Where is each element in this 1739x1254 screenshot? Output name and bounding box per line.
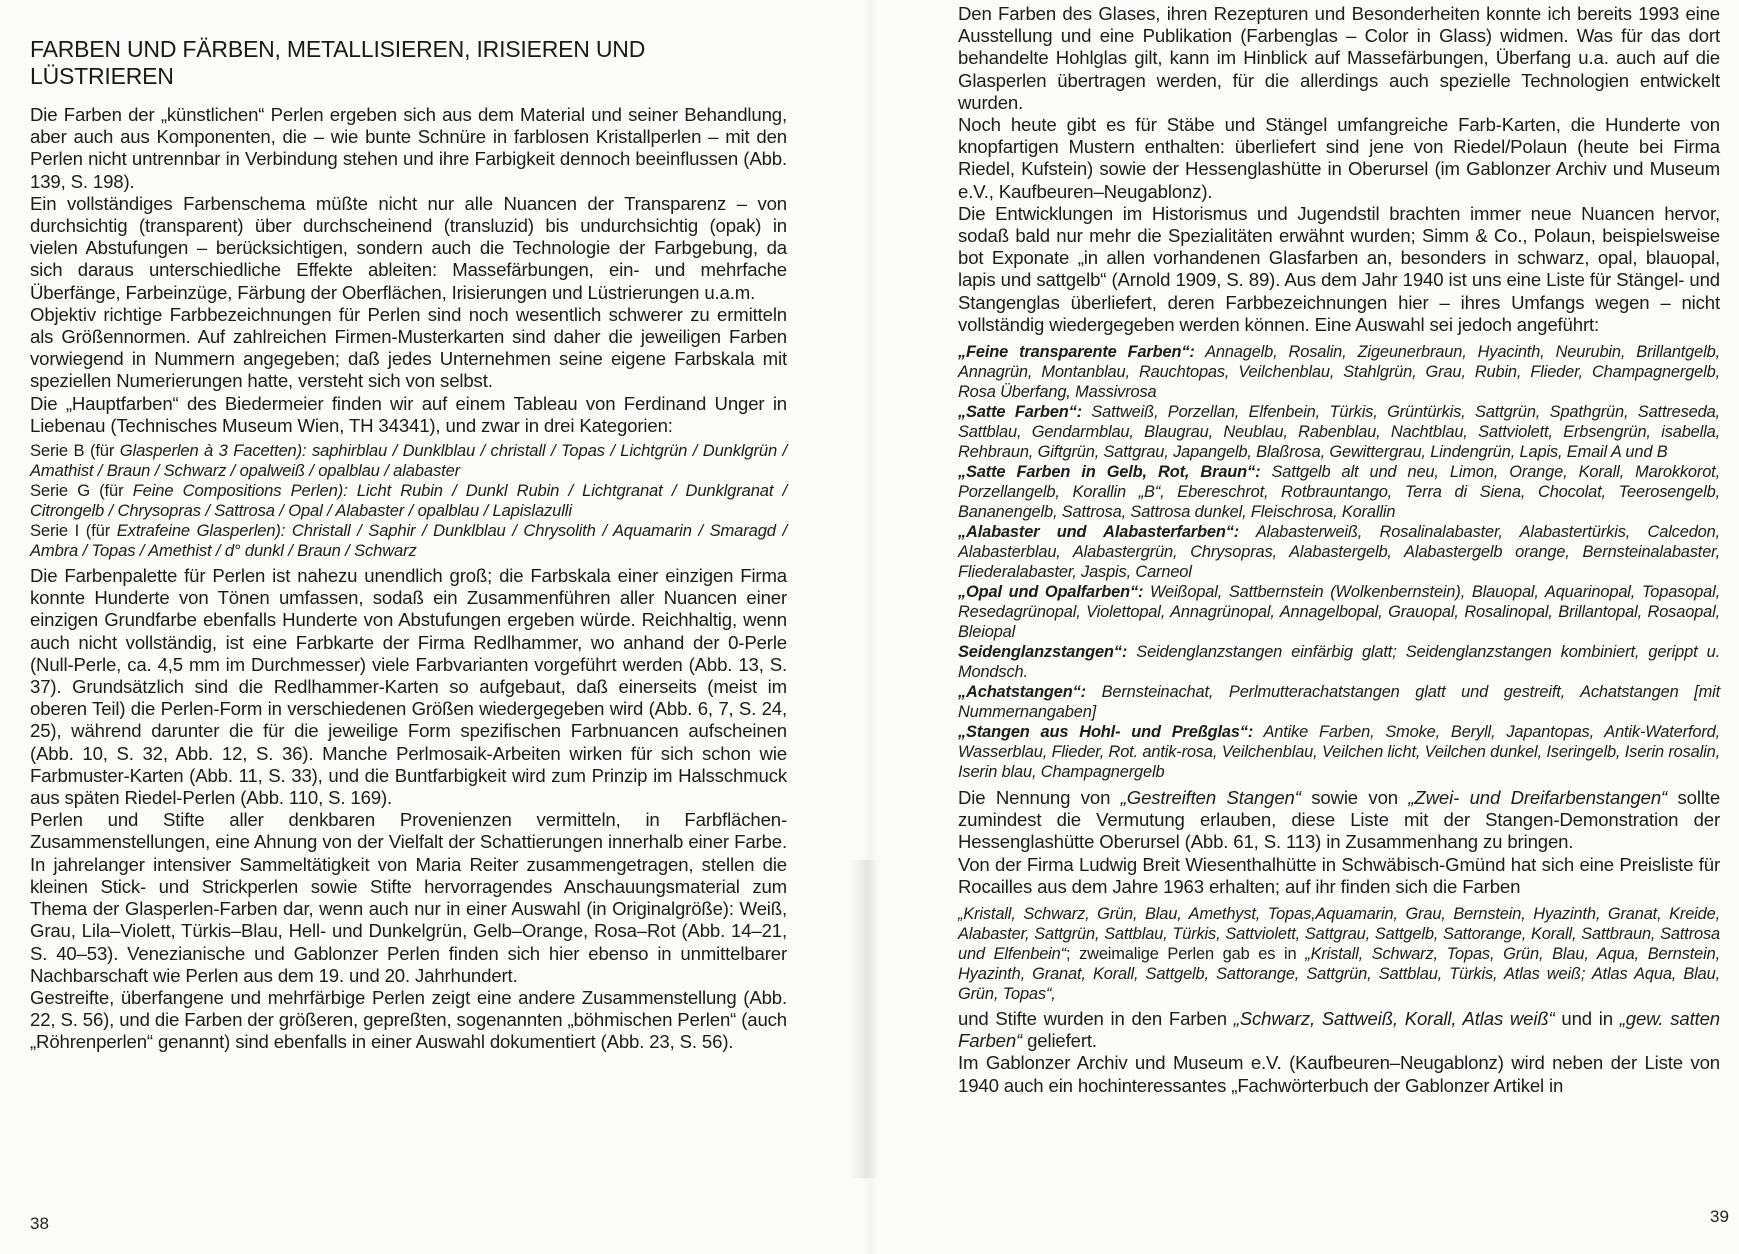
price-list-quote: „Kristall, Schwarz, Grün, Blau, Amethyst, Topas,Aquamarin, Grau, Bernstein, Hyazinth, Granat, Kreide, Alabaster, Sattgrün, Sattblau, Türkis, Sattviolett, Sattgrau, Sattgelb, Sattorange, Korall, Sattbraun, Sattrosa und Elfenbein“; zweimalige Perlen gab es in „Kristall, Schwarz, Topas, Grün, Blau, Aqua, Bernstein, Hyazinth, Granat, Korall, Sattgelb, Sattorange, Sattgrün, Sattblau, Türkis, Atlas weiß; Atlas Aqua, Blau, Grün, Topas“, bbox=[958, 905, 1720, 1004]
paragraph: Die Farben der „künstlichen“ Perlen ergeben sich aus dem Material und seiner Behandlung, aber auch aus Komponenten, die – wie bunte Schnüre in farblosen Kristallperlen – mit den Perlen nicht untrennbar in Verbindung stehen und ihre Farbigkeit dennoch beeinflussen (Abb. 139, S. 198). bbox=[30, 104, 787, 192]
series-list bbox=[30, 441, 787, 561]
series-entry: Serie B (für Glasperlen à 3 Facetten): saphirblau / Dunklblau / christall / Topas / Lichtgrün / Dunklgrün / Amathist / Braun / Schwarz / opalweiß / opalblau / alabaster bbox=[30, 441, 788, 481]
paragraph: Die „Hauptfarben“ des Biedermeier finden wir auf einem Tableau von Ferdinand Unger in Liebenau (Technisches Museum Wien, TH 34341), und zwar in drei Kategorien: bbox=[30, 392, 787, 436]
right-text-column bbox=[958, 3, 1720, 1097]
paragraph: Noch heute gibt es für Stäbe und Stängel umfangreiche Farb-Karten, die Hunderte von knopfartigen Mustern enthalten: überliefert sind jene von Riedel/Polaun (heute bei Firma Riedel, Kufstein) sowie der Hessenglashütte in Oberursel (im Gablonzer Archiv und Museum e.V., Kaufbeuren–Neugablonz). bbox=[958, 114, 1720, 202]
color-category: „Achatstangen“: Bernsteinachat, Perlmutterachatstangen glatt und gestreift, Achatstangen [mit Nummernangaben] bbox=[958, 683, 1720, 722]
right-page bbox=[870, 0, 1739, 1254]
color-category: „Opal und Opalfarben“: Weißopal, Sattbernstein (Wolkenbernstein), Blauopal, Aquarinopal, Topasopal, Resedagrünopal, Violettopal, Annagrünopal, Annagelbopal, Grauopal, Rosalinopal, Brillantopal, Rosaopal, Bleiopal bbox=[958, 583, 1720, 642]
color-category: „Satte Farben in Gelb, Rot, Braun“: Sattgelb alt und neu, Limon, Orange, Korall, Marokkorot, Porzellangelb, Korallin „B“, Ebereschrot, Rotbrauntango, Terra di Siena, Chocolat, Teerosengelb, Bananengelb, Sattrosa, Sattrosa dunkel, Fleischrosa, Korallin bbox=[958, 463, 1720, 522]
series-entry: Serie G (für Feine Compositions Perlen): Licht Rubin / Dunkl Rubin / Lichtgranat / Dunklgranat / Citrongelb / Chrysopras / Sattrosa / Opal / Alabaster / opalblau / Lapislazulli bbox=[30, 481, 787, 521]
page-number-right: 39 bbox=[1710, 1207, 1729, 1226]
color-name-list bbox=[958, 342, 1720, 782]
paragraph: Ein vollständiges Farbenschema müßte nicht nur alle Nuancen der Transparenz – von durchsichtig (transparent) über durchscheinend (transluzid) bis undurchsichtig (opak) in vielen Abstufungen – berücksichtigen, sondern auch die Technologie der Farbgebung, da sich daraus unterschiedliche Effekte ableiten: Massefärbungen, ein- und mehrfache Überfänge, Farbeinzüge, Färbung der Oberflächen, Irisierungen und Lüstrierungen u.a.m. bbox=[30, 192, 787, 303]
series-entry: Serie I (für Extrafeine Glasperlen): Christall / Saphir / Dunklblau / Chrysolith / Aquamarin / Smaragd / Ambra / Topas / Amethist / d° dunkl / Braun / Schwarz bbox=[30, 521, 788, 561]
paragraph: Den Farben des Glases, ihren Rezepturen und Besonderheiten konnte ich bereits 1993 eine Ausstellung und eine Publikation (Farbenglas – Color in Glass) widmen. Was für das dort behandelte Hohlglas gilt, kann im Hinblick auf Massefärbungen, Überfang u.a. auch auf die Glasperlen übertragen werden, für die allerdings auch spezielle Technologien entwickelt wurden. bbox=[958, 3, 1720, 113]
paragraph: Die Entwicklungen im Historismus und Jugendstil brachten immer neue Nuancen hervor, sodaß bald nur mehr die Spezialitäten erwähnt wurden; Simm & Co., Polaun, beispielsweise bot Exponate „in allen vorhandenen Glasfarben an, besonders in schwarz, opal, blauopal, lapis und sattgelb“ (Arnold 1909, S. 89). Aus dem Jahr 1940 ist uns eine Liste für Stängel- und Stangenglas überliefert, deren Farbbezeichnungen hier – ihres Umfangs wegen – nicht vollständig wiedergegeben werden können. Eine Auswahl sei jedoch angeführt: bbox=[958, 202, 1720, 335]
chapter-title: FARBEN UND FÄRBEN, METALLISIEREN, IRISIEREN UND LÜSTRIEREN bbox=[30, 36, 646, 89]
paragraph: Die Farbenpalette für Perlen ist nahezu unendlich groß; die Farbskala einer einzigen Firma konnte Hunderte von Tönen umfassen, sodaß ein Zusammenführen aller Nuancen einer einzigen Grundfarbe ebenfalls Hunderte von Abstufungen ergeben würde. Reichhaltig, wenn auch nicht vollständig, ist eine Farbkarte der Firma Redlhammer, wo anhand der 0-Perle (Null-Perle, ca. 4,5 mm im Durchmesser) viele Farbvarianten vorgeführt werden (Abb. 13, S. 37). Grundsätzlich sind die Redlhammer-Karten so aufgebaut, daß einerseits (meist im oberen Teil) die Perlen-Form in verschiedenen Größen wiedergegeben wird (Abb. 6, 7, S. 24, 25), während darunter die für die jeweilige Form spezifischen Farbnuancen aufscheinen (Abb. 10, S. 32, Abb. 12, S. 36). Manche Perlmosaik-Arbeiten wirken für sich schon wie Farbmuster-Karten (Abb. 11, S. 33), und die Buntfarbigkeit wird zum Prinzip im Halsschmuck aus späten Riedel-Perlen (Abb. 110, S. 169). bbox=[30, 565, 787, 809]
color-category: „Satte Farben“: Sattweiß, Porzellan, Elfenbein, Türkis, Grüntürkis, Sattgrün, Spathgrün, Sattreseda, Sattblau, Gendarmblau, Blaugrau, Neublau, Rabenblau, Nachtblau, Sattviolett, Erbsengrün, isabella, Rehbraun, Giftgrün, Sattgrau, Japangelb, Blaßrosa, Gewittergrau, Lindengrün, Lapis, Email A und B bbox=[958, 403, 1720, 462]
page-number-left: 38 bbox=[30, 1214, 49, 1233]
paragraph: Gestreifte, überfangene und mehrfärbige Perlen zeigt eine andere Zusammenstellung (Abb. 22, S. 56), und die Farben der größeren, gepreßten, sogenannten „böhmischen Perlen“ (auch „Röhrenperlen“ genannt) sind ebenfalls in einer Auswahl dokumentiert (Abb. 23, S. 56). bbox=[30, 986, 787, 1053]
color-category: „Alabaster und Alabasterfarben“: Alabasterweiß, Rosalinalabaster, Alabastertürkis, Calcedon, Alabasterblau, Alabastergrün, Chrysopras, Alabastergelb, Alabastergelb orange, Bernsteinalabaster, Fliederalabaster, Jaspis, Carneol bbox=[958, 523, 1720, 582]
paragraph: Von der Firma Ludwig Breit Wiesenthalhütte in Schwäbisch-Gmünd hat sich eine Preisliste für Rocailles aus dem Jahre 1963 erhalten; auf ihr finden sich die Farben bbox=[958, 853, 1720, 897]
color-category: „Feine transparente Farben“: Annagelb, Rosalin, Zigeunerbraun, Hyacinth, Neurubin, Brillantgelb, Annagrün, Montanblau, Rauchtopas, Veilchenblau, Stahlgrün, Grau, Rubin, Flieder, Champagnergelb, Rosa Überfang, Massivrosa bbox=[958, 343, 1720, 402]
left-text-column bbox=[30, 104, 787, 1054]
color-category: Seidenglanzstangen“: Seidenglanzstangen einfärbig glatt; Seidenglanzstangen kombiniert, gerippt u. Mondsch. bbox=[958, 643, 1720, 682]
paragraph: und Stifte wurden in den Farben „Schwarz, Sattweiß, Korall, Atlas weiß“ und in „gew. satten Farben“ geliefert. bbox=[958, 1008, 1720, 1052]
paragraph: Perlen und Stifte aller denkbaren Provenienzen vermitteln, in Farbflächen-Zusammenstellungen, eine Ahnung von der Vielfalt der Schattierungen innerhalb einer Farbe. In jahrelanger intensiver Sammeltätigkeit von Maria Reiter zusammengetragen, stellen die kleinen Stick- und Strickperlen sowie Stifte hervorragendes Anschauungsmaterial zum Thema der Glasperlen-Farben dar, wenn auch nur in einer Auswahl (in Originalgröße): Weiß, Grau, Lila–Violett, Türkis–Blau, Hell- und Dunkelgrün, Gelb–Orange, Rosa–Rot (Abb. 14–21, S. 40–53). Venezianische und Gablonzer Perlen finden sich hier ebenso in unmittelbarer Nachbarschaft wie Perlen aus dem 19. und 20. Jahrhundert. bbox=[30, 809, 787, 986]
paragraph: Objektiv richtige Farbbezeichnungen für Perlen sind noch wesentlich schwerer zu ermitteln als Größennormen. Auf zahlreichen Firmen-Musterkarten sind daher die jeweiligen Farben vorwiegend in Nummern angegeben; daß jedes Unternehmen seine eigene Farbskala mit speziellen Numerierungen hatte, versteht sich von selbst. bbox=[30, 303, 787, 392]
color-category: „Stangen aus Hohl- und Preßglas“: Antike Farben, Smoke, Beryll, Japantopas, Antik-Waterford, Wasserblau, Flieder, Rot. antik-rosa, Veilchenblau, Veilchen licht, Veilchen dunkel, Iseringelb, Iserin rosalin, Iserin blau, Champagnergelb bbox=[958, 723, 1720, 782]
paragraph: Die Nennung von „Gestreiften Stangen“ sowie von „Zwei- und Dreifarbenstangen“ sollte zumindest die Vermutung erlauben, diese Liste mit der Stangen-Demonstration der Hessenglashütte Oberursel (Abb. 61, S. 113) in Zusammenhang zu bringen. bbox=[958, 787, 1721, 853]
paragraph: Im Gablonzer Archiv und Museum e.V. (Kaufbeuren–Neugablonz) wird neben der Liste von 1940 auch ein hochinteressantes „Fachwörterbuch der Gablonzer Artikel in bbox=[958, 1052, 1720, 1096]
